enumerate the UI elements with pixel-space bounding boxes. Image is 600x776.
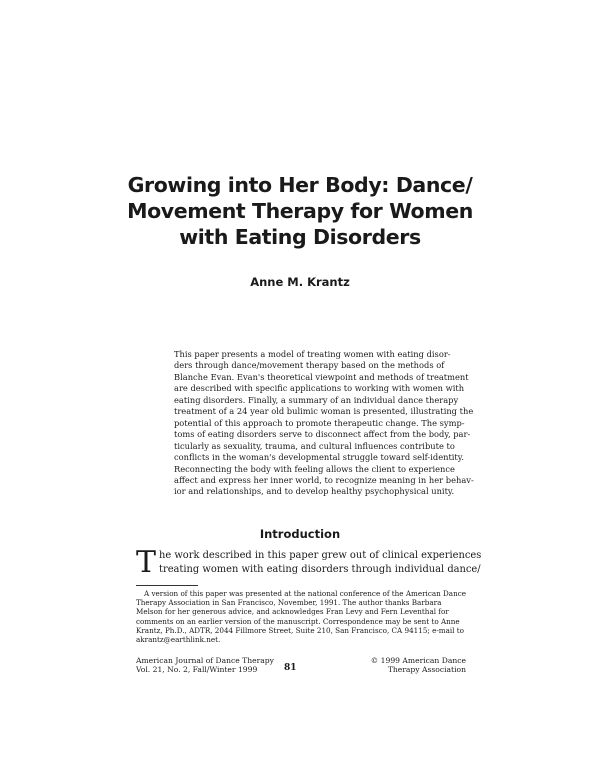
journal-volume: Vol. 21, No. 2, Fall/Winter 1999 — [136, 665, 258, 675]
footnote — [136, 589, 466, 644]
title-line: with Eating Disorders — [179, 225, 421, 249]
author-name: Anne M. Krantz — [250, 275, 350, 289]
footnote-line: A version of this paper was presented at the national conference of the American Dance — [144, 589, 466, 598]
abstract-line: This paper presents a model of treating women with eating disor- — [174, 349, 451, 359]
section-heading-introduction: Introduction — [259, 527, 341, 541]
abstract-line: ior and relationships, and to develop healthy psychophysical unity. — [174, 486, 455, 497]
article-title — [100, 172, 500, 250]
journal-name: American Journal of Dance Therapy — [136, 656, 274, 665]
footnote-line: comments on an earlier version of the manuscript. Correspondence may be sent to Anne — [136, 616, 460, 626]
footnote-divider — [136, 585, 198, 586]
abstract-line: are described with specific applications to working with women with — [174, 383, 465, 394]
introduction-body — [136, 545, 482, 580]
copyright-notice — [371, 656, 466, 675]
title-line: Movement Therapy for Women — [127, 199, 473, 223]
footnote-line: Krantz, Ph.D., ADTR, 2044 Fillmore Street, Suite 210, San Francisco, CA 94115; e-mail to — [136, 625, 464, 635]
journal-citation — [136, 656, 274, 675]
abstract-line: eating disorders. Finally, a summary of an individual dance therapy — [174, 394, 459, 405]
drop-cap: T — [136, 545, 157, 580]
abstract-line: toms of eating disorders serve to disconnect affect from the body, par- — [174, 429, 471, 440]
abstract-line: treatment of a 24 year old bulimic woman is presented, illustrating the — [174, 406, 474, 417]
abstract-line: affect and express her inner world, to recognize meaning in her behav- — [174, 474, 474, 485]
abstract — [174, 349, 474, 498]
copyright-line: Therapy Association — [387, 665, 466, 675]
footnote-line: Melson for her generous advice, and acknowledges Fran Levy and Fern Leventhal for — [136, 607, 449, 617]
copyright-line: © 1999 American Dance — [370, 656, 466, 665]
footnote-line: Therapy Association in San Francisco, November, 1991. The author thanks Barbara — [136, 598, 442, 608]
abstract-line: Reconnecting the body with feeling allows the client to experience — [174, 463, 455, 474]
abstract-line: conflicts in the woman's developmental struggle toward self-identity. — [174, 452, 464, 463]
abstract-line: potential of this approach to promote therapeutic change. The symp- — [174, 417, 465, 428]
body-line: treating women with eating disorders through individual dance/ — [159, 564, 481, 575]
body-line: he work described in this paper grew out of clinical experiences — [159, 550, 482, 561]
page-number: 81 — [284, 663, 297, 673]
abstract-line: Blanche Evan. Evan's theoretical viewpoint and methods of treatment — [174, 371, 469, 382]
footnote-line: akrantz@earthlink.net. — [136, 635, 221, 645]
abstract-line: ders through dance/movement therapy based on the methods of — [174, 360, 445, 371]
title-line: Growing into Her Body: Dance/ — [127, 173, 473, 197]
abstract-line: ticularly as sexuality, trauma, and cultural influences contribute to — [174, 440, 455, 451]
